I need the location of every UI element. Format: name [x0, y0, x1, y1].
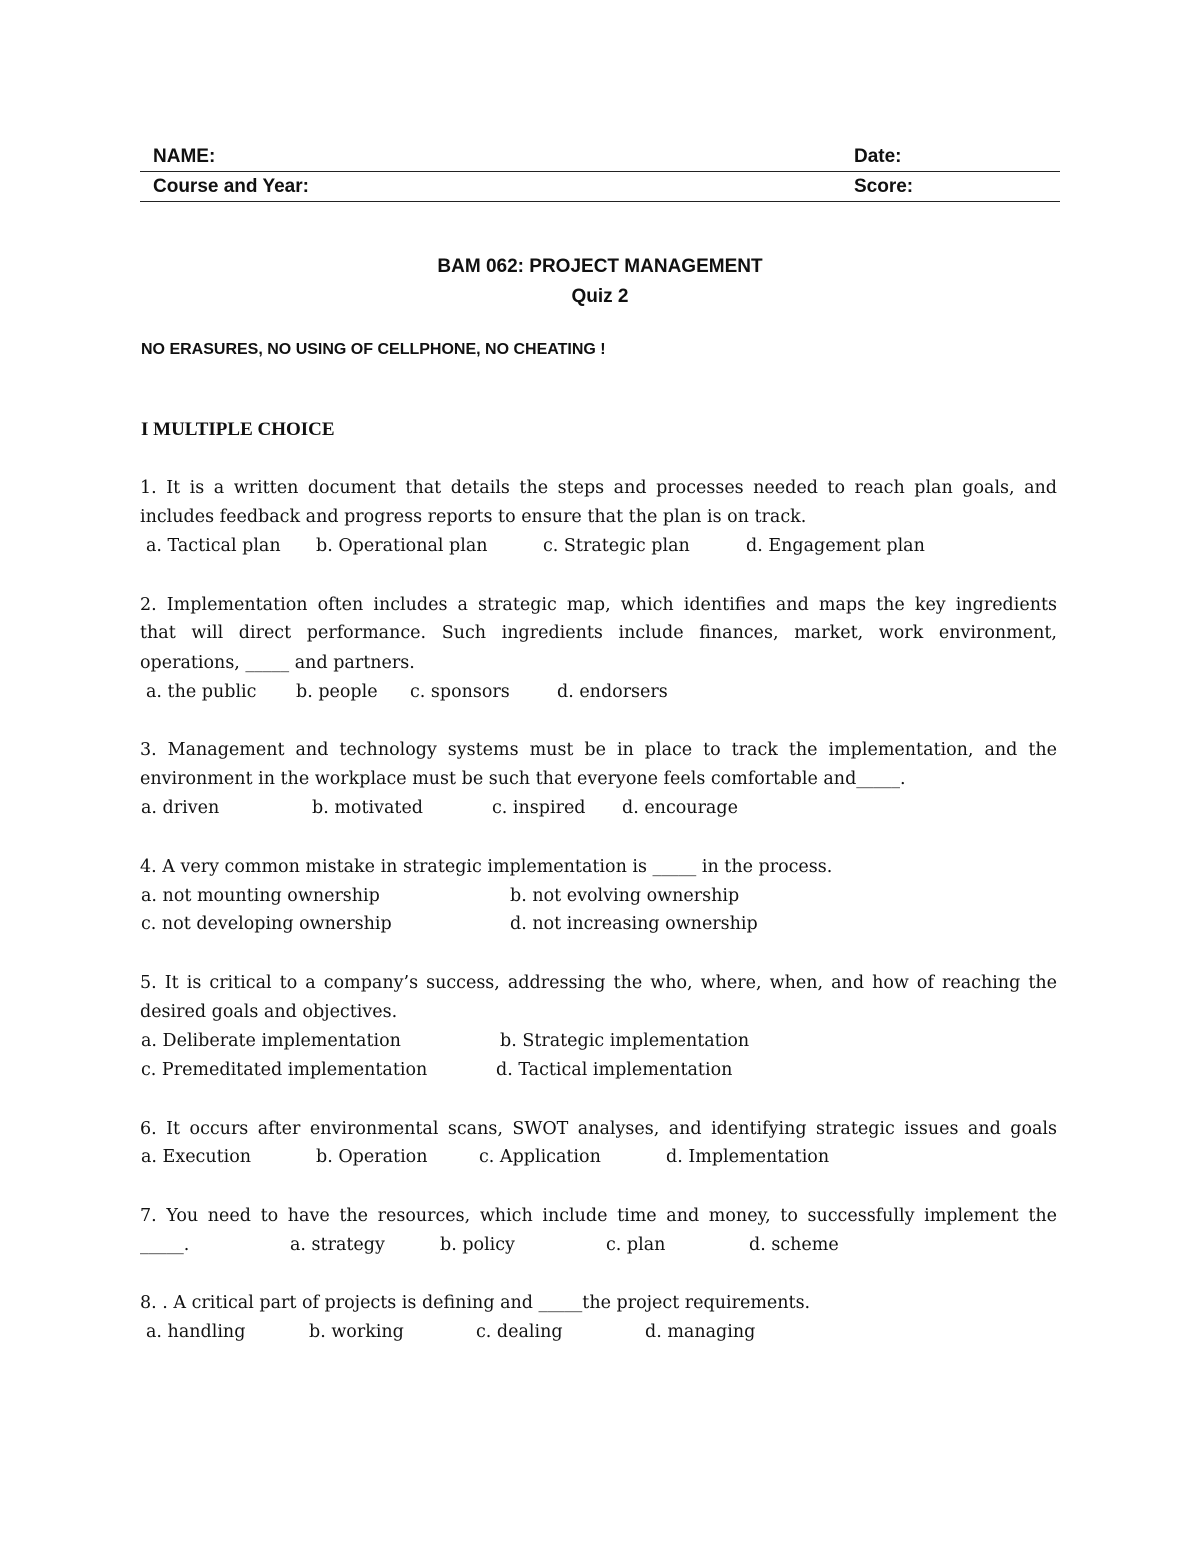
question-4-option-d: d. not increasing ownership	[510, 914, 758, 934]
question-2-option-d: d. endorsers	[557, 682, 668, 702]
question-1-option-a: a. Tactical plan	[146, 536, 281, 556]
question-6-option-a: a. Execution	[141, 1147, 252, 1167]
question-2-option-b: b. people	[296, 682, 378, 702]
question-8-line-1: 8. . A critical part of projects is defining and _____the project requirements.	[140, 1293, 811, 1313]
question-8-option-c: c. dealing	[476, 1322, 563, 1342]
question-5-option-c: c. Premeditated implementation	[141, 1060, 428, 1080]
question-1-option-b: b. Operational plan	[316, 536, 488, 556]
question-6-option-b: b. Operation	[316, 1147, 428, 1167]
question-5-option-d: d. Tactical implementation	[496, 1060, 733, 1080]
question-3-option-c: c. inspired	[492, 798, 586, 818]
question-3-option-a: a. driven	[141, 798, 220, 818]
question-2-option-a: a. the public	[146, 682, 257, 702]
question-8-option-a: a. handling	[146, 1322, 246, 1342]
question-2-line-2: that will direct performance. Such ingredients include finances, market, work environment,	[140, 623, 1057, 643]
question-7-line-2: _____.	[140, 1235, 190, 1255]
page-subtitle: Quiz 2	[571, 286, 629, 307]
question-8-option-b: b. working	[309, 1322, 404, 1342]
question-1-line-2: includes feedback and progress reports to ensure that the plan is on track.	[140, 507, 807, 527]
question-2-line-3: operations, _____ and partners.	[140, 653, 415, 673]
question-5-line-2: desired goals and objectives.	[140, 1002, 398, 1022]
course-score-row	[140, 171, 1060, 202]
question-7-option-d: d. scheme	[749, 1235, 839, 1255]
name-date-row	[140, 141, 1060, 172]
question-7-line-1: 7. You need to have the resources, which include time and money, to successfully implement the	[140, 1206, 1057, 1226]
question-1-line-1: 1. It is a written document that details the steps and processes needed to reach plan goals, and	[140, 478, 1057, 498]
course-year-label: Course and Year:	[153, 176, 309, 197]
question-6-option-d: d. Implementation	[666, 1147, 830, 1167]
question-4-option-b: b. not evolving ownership	[510, 886, 740, 906]
section-heading: I MULTIPLE CHOICE	[141, 419, 335, 440]
question-6-line-1: 6. It occurs after environmental scans, SWOT analyses, and identifying strategic issues and goals	[140, 1119, 1057, 1139]
question-3-option-d: d. encourage	[622, 798, 738, 818]
question-4-option-c: c. not developing ownership	[141, 914, 392, 934]
question-2-option-c: c. sponsors	[410, 682, 510, 702]
question-6-option-c: c. Application	[479, 1147, 601, 1167]
question-1-option-c: c. Strategic plan	[543, 536, 690, 556]
question-4-option-a: a. not mounting ownership	[141, 886, 380, 906]
question-3-line-1: 3. Management and technology systems must be in place to track the implementation, and the	[140, 740, 1057, 760]
score-label: Score:	[854, 176, 914, 197]
name-label: NAME:	[153, 146, 216, 167]
question-8-option-d: d. managing	[645, 1322, 756, 1342]
question-7-option-c: c. plan	[606, 1235, 666, 1255]
question-3-option-b: b. motivated	[312, 798, 423, 818]
question-5-line-1: 5. It is critical to a company’s success, addressing the who, where, when, and how of reaching the	[140, 973, 1057, 993]
question-2-line-1: 2. Implementation often includes a strategic map, which identifies and maps the key ingredients	[140, 595, 1057, 615]
date-label: Date:	[854, 146, 902, 167]
question-1-option-d: d. Engagement plan	[746, 536, 925, 556]
page-title: BAM 062: PROJECT MANAGEMENT	[437, 256, 763, 277]
question-3-line-2: environment in the workplace must be such that everyone feels comfortable and_____.	[140, 769, 906, 789]
question-5-option-b: b. Strategic implementation	[500, 1031, 750, 1051]
question-4-line-1: 4. A very common mistake in strategic implementation is _____ in the process.	[140, 857, 833, 877]
exam-rules: NO ERASURES, NO USING OF CELLPHONE, NO CHEATING !	[141, 341, 606, 358]
question-7-option-b: b. policy	[440, 1235, 515, 1255]
question-7-option-a: a. strategy	[290, 1235, 385, 1255]
question-5-option-a: a. Deliberate implementation	[141, 1031, 401, 1051]
